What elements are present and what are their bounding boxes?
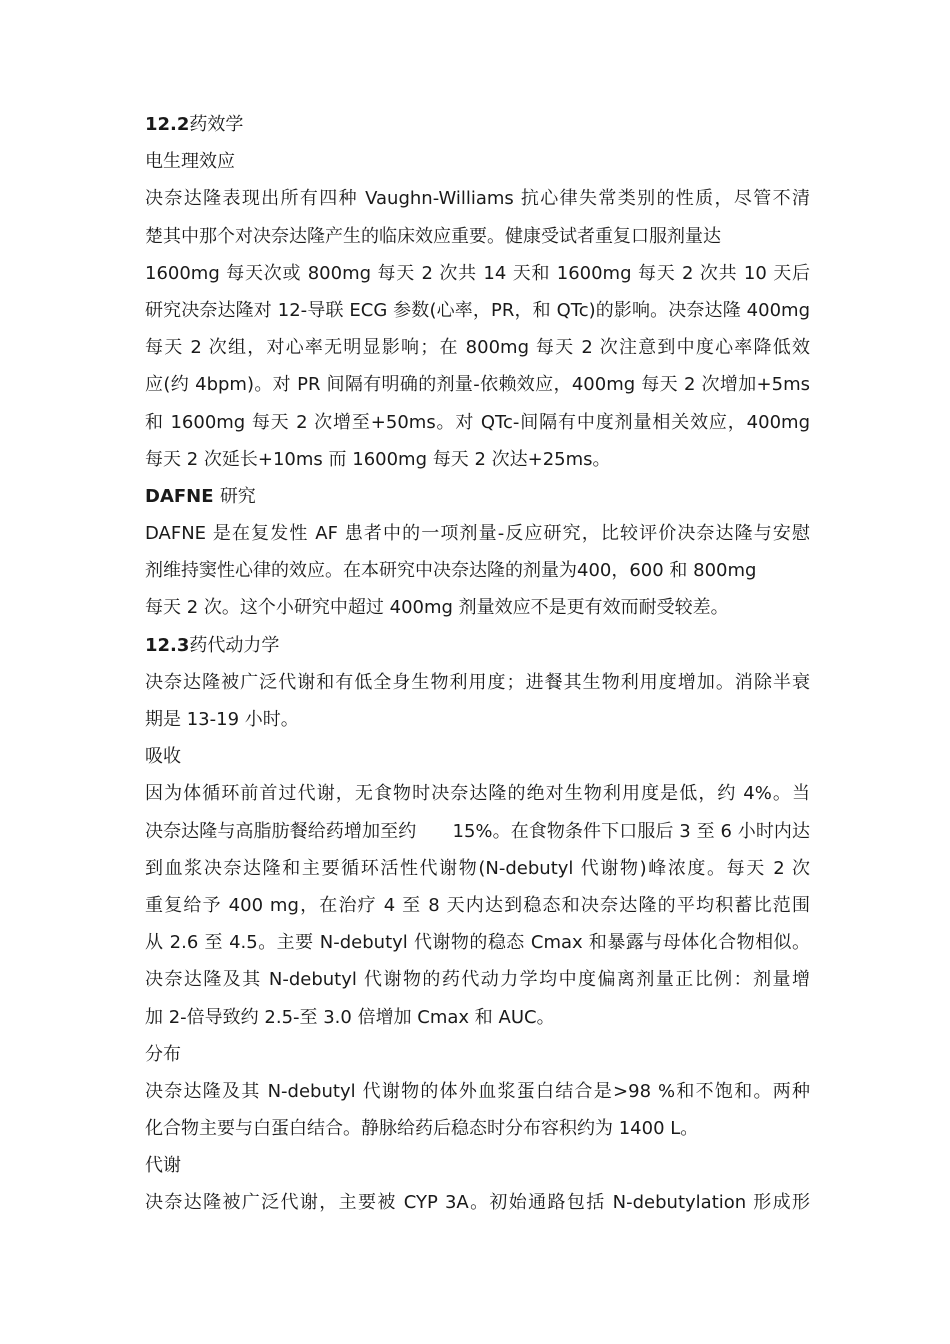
paragraph-line: 到血浆决奈达隆和主要循环活性代谢物(N-debutyl 代谢物)峰浓度。每天 2 次 xyxy=(145,857,810,879)
section-title: 药代动力学 xyxy=(189,634,280,656)
paragraph-line: 楚其中那个对决奈达隆产生的临床效应重要。健康受试者重复口服剂量达 xyxy=(145,225,721,247)
dafne-title: 研究 xyxy=(219,485,256,507)
section-number: 12.3 xyxy=(145,634,190,656)
paragraph-line: 化合物主要与白蛋白结合。静脉给药后稳态时分布容积约为 1400 L。 xyxy=(145,1118,699,1140)
paragraph-line: 每天 2 次。这个小研究中超过 400mg 剂量效应不是更有效而耐受较差。 xyxy=(145,597,729,619)
paragraph-line: 每天 2 次延长+10ms 而 1600mg 每天 2 次达+25ms。 xyxy=(145,448,611,470)
paragraph-line: 决奈达隆表现出所有四种 Vaughn-Williams 抗心律失常类别的性质，尽管不清 xyxy=(145,188,810,210)
paragraph-line: 决奈达隆被广泛代谢，主要被 CYP 3A。初始通路包括 N-debutylation 形成形 xyxy=(145,1192,810,1214)
metabolism-subtitle: 代谢 xyxy=(145,1155,181,1177)
paragraph-line: 因为体循环前首过代谢，无食物时决奈达隆的绝对生物利用度是低，约 4%。当 xyxy=(145,783,810,805)
paragraph-line: 期是 13-19 小时。 xyxy=(145,709,299,730)
paragraph-line: 从 2.6 至 4.5。主要 N-debutyl 代谢物的稳态 Cmax 和暴露与母体化合物相似。 xyxy=(145,932,810,954)
paragraph-line: 应(约 4bpm)。对 PR 间隔有明确的剂量-依赖效应，400mg 每天 2 次增加+5ms xyxy=(145,374,810,396)
section-12-2-heading xyxy=(145,106,810,143)
section-title: 药效学 xyxy=(189,114,244,135)
section-12-3-heading xyxy=(145,627,810,664)
paragraph-line: 决奈达隆被广泛代谢和有低全身生物利用度；进餐其生物利用度增加。消除半衰 xyxy=(145,671,810,693)
distribution-subtitle: 分布 xyxy=(145,1043,181,1065)
paragraph-line: 决奈达隆与高脂肪餐给药增加至约 15%。在食物条件下口服后 3 至 6 小时内达 xyxy=(145,820,810,842)
paragraph-line: 1600mg 每天次或 800mg 每天 2 次共 14 天和 1600mg 每天 2 次共 10 天后 xyxy=(145,262,810,284)
paragraph-line: 每天 2 次组，对心率无明显影响；在 800mg 每天 2 次注意到中度心率降低效 xyxy=(145,337,810,359)
paragraph-line: 和 1600mg 每天 2 次增至+50ms。对 QTc-间隔有中度剂量相关效应，400mg xyxy=(145,411,810,433)
paragraph-line: 决奈达隆及其 N-debutyl 代谢物的体外血浆蛋白结合是>98 %和不饱和。两种 xyxy=(145,1080,810,1102)
electrophysiology-subtitle: 电生理效应 xyxy=(145,151,235,173)
paragraph-line: DAFNE 是在复发性 AF 患者中的一项剂量-反应研究，比较评价决奈达隆与安慰 xyxy=(145,523,810,545)
paragraph-line: 决奈达隆及其 N-debutyl 代谢物的药代动力学均中度偏离剂量正比例：剂量增 xyxy=(145,969,810,991)
paragraph-line: 剂维持窦性心律的效应。在本研究中决奈达隆的剂量为400，600 和 800mg xyxy=(145,560,757,582)
dafne-label: DAFNE xyxy=(145,485,214,507)
dafne-heading xyxy=(145,478,810,515)
paragraph-line: 重复给予 400 mg，在治疗 4 至 8 天内达到稳态和决奈达隆的平均积蓄比范围 xyxy=(145,894,810,916)
paragraph-line: 研究决奈达隆对 12-导联 ECG 参数(心率，PR，和 QTc)的影响。决奈达隆 400mg xyxy=(145,299,810,321)
section-number: 12.2 xyxy=(145,114,190,135)
absorption-subtitle: 吸收 xyxy=(145,746,181,768)
paragraph-line: 加 2-倍导致约 2.5-至 3.0 倍增加 Cmax 和 AUC。 xyxy=(145,1006,555,1028)
document-page xyxy=(145,106,810,1222)
